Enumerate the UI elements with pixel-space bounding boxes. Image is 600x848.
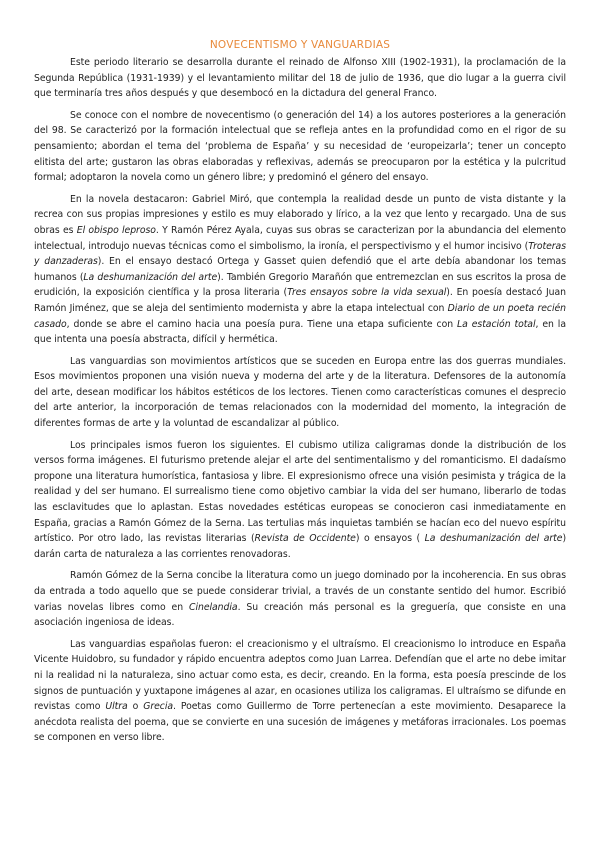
document-page bbox=[34, 38, 566, 746]
text-run: Ramón Gómez de la Serna concibe la literatura como un juego dominado por la incoherencia. En sus obras da entrada a todo aquello que se puede considerar trivial, a través de un constante sentido del humor. Escribió varias novelas libres como en bbox=[34, 570, 566, 613]
text-run: ) darán carta de naturaleza a las corrientes renovadoras. bbox=[34, 533, 567, 560]
text-run: o bbox=[127, 701, 144, 713]
italic-title: Revista de Occidente bbox=[254, 533, 356, 545]
body-paragraph bbox=[34, 55, 566, 102]
body-paragraph bbox=[34, 568, 566, 630]
text-run: , en la que intenta una poesía abstracta, difícil y hermética. bbox=[34, 318, 566, 346]
document-title: NOVECENTISMO Y VANGUARDIAS bbox=[209, 39, 391, 51]
body-paragraph bbox=[34, 108, 566, 186]
text-run: . Su creación más personal es la greguería, que consiste en una asociación ingeniosa de ideas. bbox=[34, 601, 566, 629]
italic-title: Grecia bbox=[143, 701, 174, 713]
body-paragraph bbox=[34, 637, 566, 746]
text-run: ). También Gregorio Marañón que entremezclan en sus escritos la prosa de erudición, la exposición científica y la prosa literaria ( bbox=[34, 271, 566, 299]
text-run: ). En el ensayo destacó Ortega y Gasset quien defendió que el arte debía abandonar los temas humanos ( bbox=[34, 256, 566, 283]
text-run: , donde se abre el camino hacia una poesía pura. Tiene una etapa suficiente con bbox=[66, 318, 458, 330]
body-paragraph bbox=[34, 354, 566, 432]
text-run: ). En poesía destacó Juan Ramón Jiménez, que se aleja del sentimiento modernista y abre la etapa intelectual con bbox=[34, 287, 566, 314]
text-run: . Y Ramón Pérez Ayala, cuyas sus obras se caracterizan por la abundancia del elemento intelectual, introdujo nuevas técnicas como el simbolismo, la ironía, el perspectivismo y el humor incisivo ( bbox=[34, 224, 566, 252]
text-run: ) o ensayos ( bbox=[355, 533, 425, 545]
text-run: Este periodo literario se desarrolla durante el reinado de Alfonso XIII (1902-1931), la proclamación de la Segunda República (1931-1939) y el levantamiento militar del 18 de julio de 1936, que dio lugar a la guerra civil que terminaría tres años después y que desembocó en la dictadura del general Franco. bbox=[34, 57, 566, 100]
text-run: Las vanguardias españolas fueron: el creacionismo y el ultraísmo. El creacionismo lo introduce en España Vicente Huidobro, su fundador y rápido encuentra adeptos como Juan Larrea. Defendían que el arte no debe imitar ni la realidad ni la naturaleza, sino actuar como esta, es decir, creando. En la forma, esta poesía prescinde de los signos de puntuación y yuxtapone imágenes al azar, en ocasiones utiliza los caligramas. El ultraísmo se difunde en revistas como bbox=[34, 638, 567, 713]
text-run: Los principales ismos fueron los siguientes. El cubismo utiliza caligramas donde la distribución de los versos forma imágenes. El futurismo pretende alejar el arte del sentimentalismo y del romanticismo. El dadaísmo propone una literatura humorística, fantasiosa y libre. El expresionismo ofrece una visión pesimista y trágica de la realidad y del ser humano. El surrealismo tiene como objetivo cambiar la vida del ser humano, liberarlo de todas las esclavitudes que lo aplastan. Estas novedades estéticas europeas se conocieron casi inmediatamente en España, gracias a Ramón Gómez de la Serna. Las tertulias más inquietas también se hacían eco del nuevo espíritu artístico. Por otro lado, las revistas literarias ( bbox=[34, 439, 566, 545]
text-run: En la novela destacaron: Gabriel Miró, que contempla la realidad desde un punto de vista distante y la recrea con sus propias impresiones y estilo es muy elaborado y lírico, a la vez que lento y recargado. Una de sus obras es bbox=[34, 193, 566, 236]
italic-title: La deshumanización del arte bbox=[424, 533, 563, 545]
italic-title: Ultra bbox=[105, 701, 128, 713]
body-paragraph bbox=[34, 192, 566, 348]
italic-title: La deshumanización del arte bbox=[83, 271, 218, 283]
body-paragraph bbox=[34, 438, 566, 563]
text-run: Las vanguardias son movimientos artísticos que se suceden en Europa entre las dos guerras mundiales. Esos movimientos proponen una visión nueva y moderna del arte y de la literatura. Defensores de la autonomía del arte, desean modificar los hábitos estéticos de los lectores. Tienen como características comunes el desprecio del arte anterior, la incorporación de temas relacionados con la modernidad del momento, la integración de diferentes formas de arte y la voluntad de escandalizar al público. bbox=[34, 355, 566, 430]
italic-title: Troteras y danzaderas bbox=[34, 240, 566, 268]
italic-title: Diario de un poeta recién casado bbox=[34, 302, 566, 330]
italic-title: La estación total bbox=[457, 318, 536, 330]
italic-title: Cinelandia bbox=[189, 601, 238, 613]
document-body bbox=[34, 55, 566, 746]
italic-title: Tres ensayos sobre la vida sexual bbox=[287, 287, 447, 299]
text-run: . Poetas como Guillermo de Torre pertenecían a este movimiento. Desaparece la anécdota realista del poema, que se convierte en una sucesión de imágenes y metáforas irracionales. Los poemas se componen en verso libre. bbox=[34, 701, 566, 744]
italic-title: El obispo leproso bbox=[76, 224, 156, 236]
text-run: Se conoce con el nombre de novecentismo (o generación del 14) a los autores posteriores a la generación del 98. Se caracterizó por la formación intelectual que se refleja antes en la profundidad como en el rigor de su pensamiento; abordan el tema del ‘problema de España’ y su necesidad de ‘europeizarla’; tener un concepto elitista del arte; gustaron las obras elaboradas y reflexivas, además se preocuparon por la estética y la pulcritud formal; adoptaron la novela como un género libre; y predominó el género del ensayo. bbox=[34, 109, 566, 184]
